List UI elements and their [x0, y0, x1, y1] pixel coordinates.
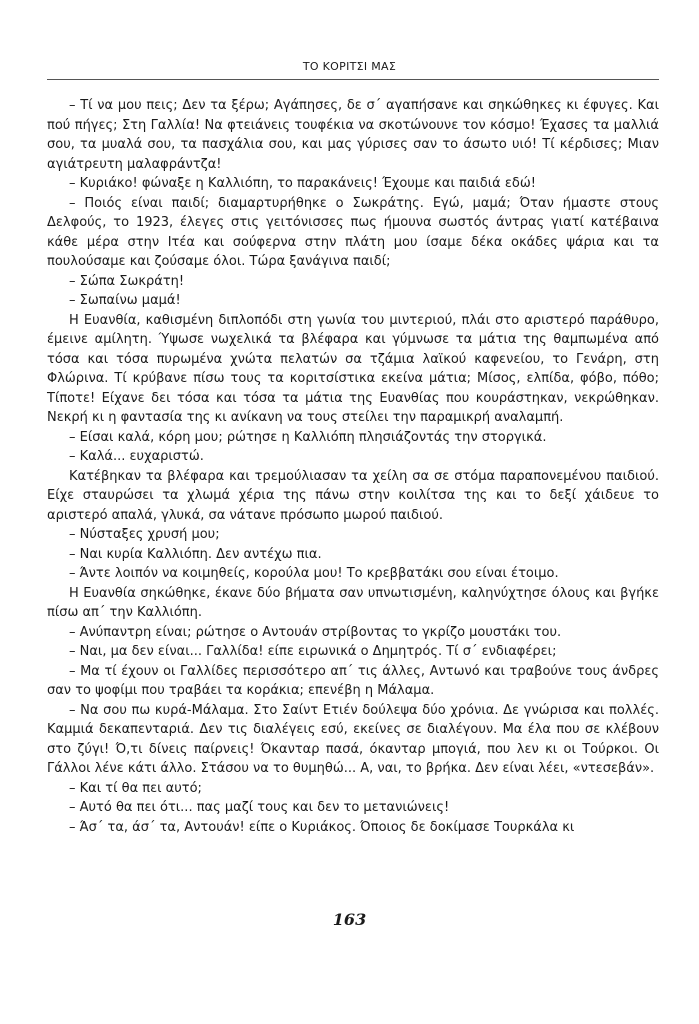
page-number: 163: [332, 910, 367, 929]
paragraph: Κατέβηκαν τα βλέφαρα και τρεμούλιασαν τα χείλη σα σε στόμα παραπονεμένου παιδιού. Είχε σταυρώσει τα χλωμά χέρια της πάνω στην κοιλίτσα της και το δεξί χάιδευε το αριστερό απαλά, γλυκά, σα νάτανε πρόσωπο μωρού παιδιού.: [47, 468, 659, 523]
paragraph: Η Ευανθία σηκώθηκε, έκανε δύο βήματα σαν υπνωτισμένη, καληνύχτησε όλους και βγήκε πίσω απ΄ την Καλλιόπη.: [47, 585, 659, 620]
paragraph: – Να σου πω κυρά-Μάλαμα. Στο Σαίντ Ετιέν δούλεψα δύο χρόνια. Δε γνώρισα και πολλές. Καμμιά δεκαπενταριά. Δεν τις διαλέγεις εσύ, εκείνες σε διαλέγουν. Μα έλα που σε κλέβουν στο ζύγι! Ό,τι δίνεις παίρνεις! Όκανταρ πασά, όκανταρ μπογιά, που λεν κι οι Τούρκοι. Οι Γάλλοι λένε κάτι άλλο. Στάσου να το θυμηθώ... Α, ναι, το βρήκα. Δεν είναι λέει, «ντεσεβάν».: [47, 702, 659, 776]
paragraph: – Κυριάκο! φώναξε η Καλλιόπη, το παρακάνεις! Έχουμε και παιδιά εδώ!: [69, 176, 536, 191]
paragraph: Η Ευανθία, καθισμένη διπλοπόδι στη γωνία του μιντεριού, πλάι στο αριστερό παράθυρο, έμεινε αμίλητη. Ύψωσε νωχελικά τα βλέφαρα και γύμνωσε τα μάτια της θαμπωμένα από τόσα και τόσα πυρωμένα χνώτα πελατών σα τζάμια λαϊκού καφενείου, το Γενάρη, στη Φλώρινα. Τί κρύβανε πίσω τους τα κοριτσίστικα εκείνα μάτια; Μίσος, ελπίδα, φόβο, πόθο; Τίποτε! Είχανε δει τόσα και τόσα τα μάτια της Ευανθίας που κουράστηκαν, νεκρώθηκαν. Νεκρή κι η φαντασία της κι ανίκανη να τους στείλει την παραμικρή αναλαμπή.: [47, 312, 659, 425]
paragraph: – Ναι κυρία Καλλιόπη. Δεν αντέχω πια.: [69, 546, 322, 562]
paragraph: – Νύσταξες χρυσή μου;: [69, 527, 220, 542]
header-rule: [47, 79, 659, 80]
paragraph: – Καλά... ευχαριστώ.: [69, 449, 204, 464]
paragraph: – Είσαι καλά, κόρη μου; ρώτησε η Καλλιόπη πλησιάζοντάς την στοργικά.: [69, 429, 547, 445]
paragraph: – Σωπαίνω μαμά!: [69, 293, 181, 308]
paragraph: – Άσ΄ τα, άσ΄ τα, Αντουάν! είπε ο Κυριάκος. Όποιος δε δοκίμασε Τουρκάλα κι: [69, 819, 575, 835]
running-title: ΤΟ ΚΟΡΙΤΣΙ ΜΑΣ: [302, 60, 397, 73]
body-text: [47, 96, 659, 837]
paragraph: – Και τί θα πει αυτό;: [69, 780, 202, 796]
paragraph: – Σώπα Σωκράτη!: [69, 273, 185, 289]
paragraph: – Ποιός είναι παιδί; διαμαρτυρήθηκε ο Σωκράτης. Εγώ, μαμά; Όταν ήμαστε στους Δελφούς, το 1923, έλεγες στις γειτόνισσες πως ήμουνα σωστός άντρας γιατί κατέβαινα κάθε μέρα στην Ιτέα και σούφερνα στην πλάτη μου ίσαμε δέκα οκάδες ψάρια και τα πουλούσαμε και ζούσαμε όλοι. Τώρα ξανάγινα παιδί;: [47, 195, 659, 269]
paragraph: – Αυτό θα πει ότι... πας μαζί τους και δεν το μετανιώνεις!: [69, 800, 450, 815]
paragraph: – Ναι, μα δεν είναι... Γαλλίδα! είπε ειρωνικά ο Δημητρός. Τί σ΄ ενδιαφέρει;: [69, 644, 557, 659]
paragraph: – Τί να μου πεις; Δεν τα ξέρω; Αγάπησες, δε σ΄ αγαπήσανε και σηκώθηκες κι έφυγες. Και πού πήγες; Στη Γαλλία! Να φτειάνεις τουφέκια να σκοτώνουνε τον κόσμο! Έχασες τα μαλλιά σου, τα μυαλά σου, τα πασχάλια σου, και μας γύρισες σαν το άσωτο υιό! Τί κέρδισες; Μιαν αγιάτρευτη μαλαφράντζα!: [47, 98, 659, 172]
paragraph: – Άντε λοιπόν να κοιμηθείς, κορούλα μου! Το κρεββατάκι σου είναι έτοιμο.: [69, 566, 559, 581]
paragraph: – Ανύπαντρη είναι; ρώτησε ο Αντουάν στρίβοντας το γκρίζο μουστάκι του.: [69, 624, 562, 640]
paragraph: – Μα τί έχουν οι Γαλλίδες περισσότερο απ΄ τις άλλες, Αντωνό και τραβούνε τους άνδρες σαν το ψοφίμι που τραβάει τα κοράκια; επενέβη η Μάλαμα.: [47, 663, 659, 698]
